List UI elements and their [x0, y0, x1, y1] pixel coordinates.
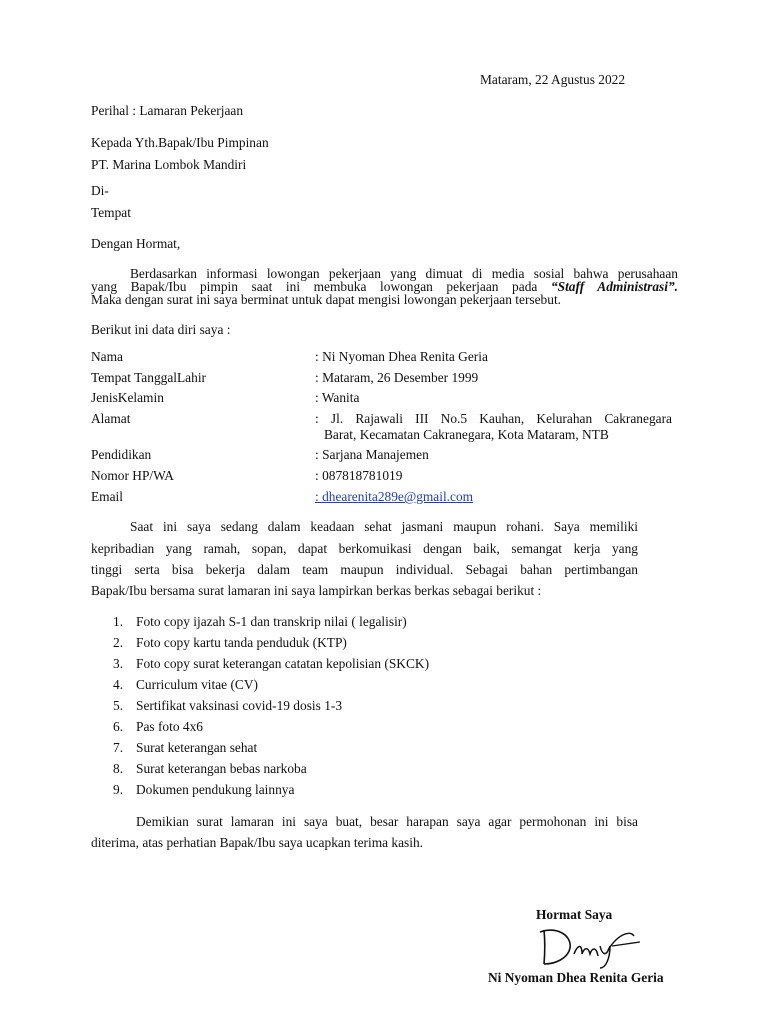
phone-label: Nomor HP/WA [91, 468, 174, 483]
job-position: “Staff Administrasi”. [550, 279, 679, 294]
address-value-line-2: Barat, Kecamatan Cakranegara, Kota Mataram, NTB [324, 427, 609, 442]
list-item: Foto copy surat keterangan catatan kepolisian (SKCK) [136, 656, 430, 671]
address-value-line-1: : Jl. Rajawali III No.5 Kauhan, Kelurahan Cakranegara [315, 411, 672, 426]
recipient-line-2: PT. Marina Lombok Mandiri [91, 157, 247, 172]
gender-label: JenisKelamin [91, 390, 164, 405]
list-item-number: 4. [113, 677, 124, 692]
closing-line-2: diterima, atas perhatian Bapak/Ibu saya ucapkan terima kasih. [91, 835, 424, 850]
list-item: Pas foto 4x6 [136, 719, 203, 734]
place-line-2: Tempat [91, 205, 131, 220]
list-item-number: 8. [113, 761, 124, 776]
name-label: Nama [91, 349, 123, 364]
list-item: Foto copy kartu tanda penduduk (KTP) [136, 635, 347, 650]
birth-value: : Mataram, 26 Desember 1999 [315, 370, 479, 385]
list-item: Dokumen pendukung lainnya [136, 782, 295, 797]
list-item-number: 9. [113, 782, 124, 797]
name-value: : Ni Nyoman Dhea Renita Geria [315, 349, 488, 364]
letter-date: Mataram, 22 Agustus 2022 [480, 72, 626, 87]
birth-label: Tempat TanggalLahir [91, 370, 207, 385]
place-line-1: Di- [91, 183, 109, 198]
body-line-3: tinggi serta bisa bekerja dalam team maupun individual. Sebagai bahan pertimbangan [91, 562, 638, 577]
list-item: Surat keterangan bebas narkoba [136, 761, 307, 776]
list-item: Surat keterangan sehat [136, 740, 258, 755]
education-value: : Sarjana Manajemen [315, 447, 429, 462]
education-label: Pendidikan [91, 447, 152, 462]
list-item-number: 3. [113, 656, 124, 671]
email-link[interactable]: : dhearenita289e@gmail.com [315, 489, 474, 504]
list-item-number: 6. [113, 719, 124, 734]
greeting: Dengan Hormat, [91, 236, 181, 251]
list-item-number: 1. [113, 614, 124, 629]
intro-line-2-text: yang Bapak/Ibu pimpin saat ini membuka lowongan pekerjaan pada [91, 279, 538, 294]
body-line-1: Saat ini saya sedang dalam keadaan sehat jasmani maupun rohani. Saya memiliki [130, 519, 638, 534]
recipient-line-1: Kepada Yth.Bapak/Ibu Pimpinan [91, 135, 269, 150]
list-item: Sertifikat vaksinasi covid-19 dosis 1-3 [136, 698, 343, 713]
list-item: Foto copy ijazah S-1 dan transkrip nilai ( legalisir) [136, 614, 407, 629]
list-item-number: 5. [113, 698, 124, 713]
list-item: Curriculum vitae (CV) [136, 677, 258, 692]
signature-salutation: Hormat Saya [536, 907, 613, 922]
data-intro: Berikut ini data diri saya : [91, 322, 231, 337]
address-label: Alamat [91, 411, 131, 426]
intro-line-3: Maka dengan surat ini saya berminat untuk dapat mengisi lowongan pekerjaan tersebut. [91, 292, 562, 307]
closing-line-1: Demikian surat lamaran ini saya buat, besar harapan saya agar permohonan ini bisa [136, 814, 638, 829]
handwritten-signature [536, 924, 646, 970]
list-item-number: 2. [113, 635, 124, 650]
body-line-4: Bapak/Ibu bersama surat lamaran ini saya lampirkan berkas berkas sebagai berikut : [91, 583, 542, 598]
list-item-number: 7. [113, 740, 124, 755]
phone-value: : 087818781019 [315, 468, 403, 483]
email-label: Email [91, 489, 123, 504]
body-line-2: kepribadian yang ramah, sopan, dapat berkomuikasi dengan baik, semangat kerja yang [91, 541, 638, 556]
signature-name: Ni Nyoman Dhea Renita Geria [488, 970, 664, 985]
gender-value: : Wanita [315, 390, 360, 405]
letter-subject: Perihal : Lamaran Pekerjaan [91, 103, 244, 118]
intro-line-1: Berdasarkan informasi lowongan pekerjaan yang dimuat di media sosial bahwa perusahaan [130, 266, 678, 281]
